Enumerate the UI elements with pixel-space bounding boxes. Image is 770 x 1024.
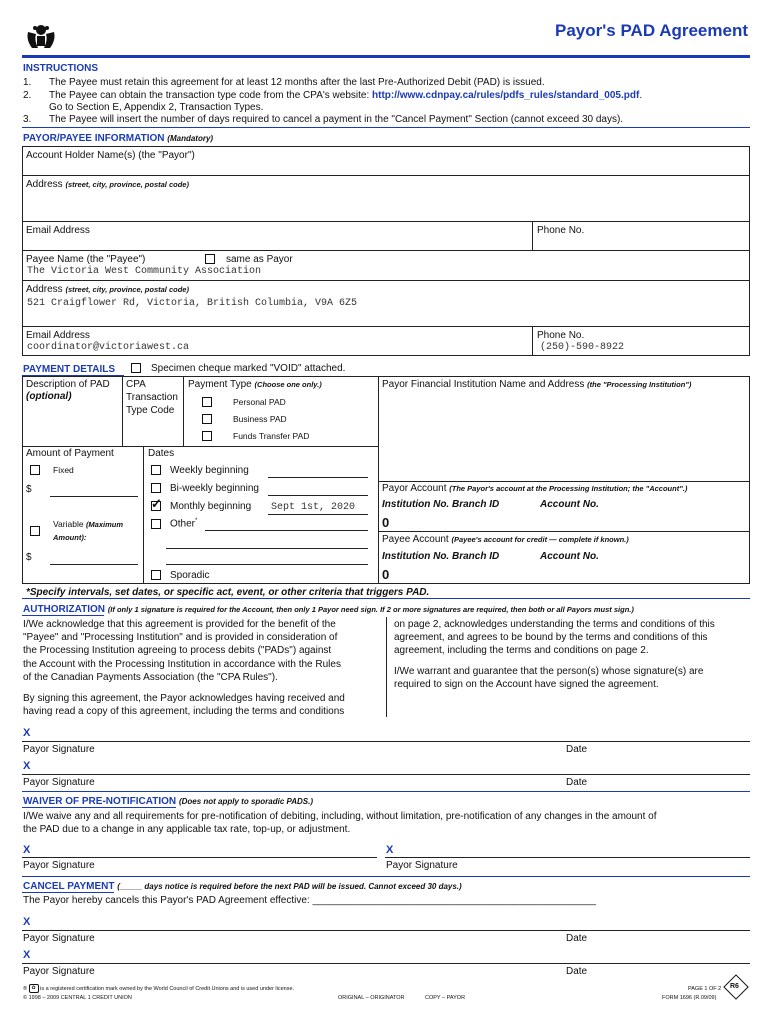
cpa-label-1: CPA [126,379,146,390]
auth-signature-line-2[interactable] [22,774,750,775]
copyright-note: © 1998 – 2009 CENTRAL 1 CREDIT UNION [23,995,132,1001]
payor-email-field[interactable] [22,236,530,249]
divider [183,376,184,446]
instruction-item-3: 3. The Payee will insert the number of days required to cancel a payment in the "Cancel Payment" Section (cannot exceed 30 days). [23,114,624,125]
trademark-note: ® ✿ is a registered certification mark owned by the World Council of Credit Unions and is used under license. [23,985,295,992]
divider [22,280,750,281]
dollar-sign-2: $ [26,552,32,563]
divider [22,221,750,222]
void-cheque-checkbox[interactable] [131,363,141,373]
monthly-checkbox[interactable] [151,501,161,511]
amount-label: Amount of Payment [26,448,114,459]
credit-union-mark-icon: ✿ [29,984,39,993]
biweekly-checkbox[interactable] [151,483,161,493]
payee-phone-value[interactable]: (250)-590-8922 [540,342,625,353]
payor-account-label: Payor Account (The Payor's account at the Processing Institution; the "Account".) [382,483,688,494]
fixed-amount-line[interactable] [50,496,138,497]
divider [386,617,387,717]
dollar-sign-1: $ [26,484,32,495]
auth-left-para-2: By signing this agreement, the Payor acknowledges having received and having read a copy of this agreement, including the terms and conditions [23,693,345,718]
payor-institution-no-label: Institution No. [382,499,450,510]
divider [122,376,123,446]
payor-info-heading: PAYOR/PAYEE INFORMATION (Mandatory) [23,133,214,144]
waiver-heading: WAIVER OF PRE-NOTIFICATION (Does not apply to sporadic PADS.) [23,796,314,807]
divider [22,175,750,176]
fixed-label: Fixed [53,465,74,475]
same-as-payor-label: same as Payor [226,254,293,265]
divider [22,598,750,599]
divider [22,250,750,251]
auth-x-mark-2: X [23,760,31,772]
weekly-date-line[interactable] [268,477,368,478]
auth-right-para-2: I/We warrant and guarantee that the person(s) whose signature(s) are required to sign on the Account have signed the agreement. [394,666,704,691]
cancel-heading: CANCEL PAYMENT (_____ days notice is required before the next PAD will be issued. Cannot exceed 30 days.) [23,881,462,892]
divider [22,807,176,808]
auth-date-label-2: Date [566,777,588,788]
variable-amount-line[interactable] [50,564,138,565]
cancel-signature-line-1[interactable] [22,930,750,931]
payee-institution-value[interactable]: 0 [382,567,390,582]
waiver-signature-line-2[interactable] [385,857,750,858]
instructions-heading: INSTRUCTIONS [23,63,98,74]
form-number: FORM 1696 (R.09/09) [662,995,717,1001]
waiver-payor-signature-label-1: Payor Signature [23,860,95,871]
divider [378,481,750,482]
divider [22,791,750,792]
business-pad-label: Business PAD [233,414,287,424]
header-rule [22,55,750,58]
divider [22,326,750,327]
cancel-date-label-2: Date [566,966,588,977]
other-line-1[interactable] [205,530,368,531]
cancel-text[interactable]: The Payor hereby cancels this Payor's PAD Agreement effective: ___________________________________________________ [23,895,597,906]
divider [22,615,104,616]
divider [143,446,144,584]
instructions-list [23,76,753,125]
waiver-x-mark-2: X [386,844,394,856]
dates-label: Dates [148,448,175,459]
payee-name-label: Payee Name (the "Payee") [26,254,146,265]
payment-details-heading: PAYMENT DETAILS [23,364,116,375]
divider [22,446,378,447]
fixed-checkbox[interactable] [30,465,40,475]
account-holder-label: Account Holder Name(s) (the "Payor") [26,150,195,161]
waiver-x-mark-1: X [23,844,31,856]
payee-institution-no-label: Institution No. [382,551,450,562]
variable-label: Variable (Maximum [53,519,124,529]
payor-phone-field[interactable] [534,236,748,249]
auth-x-mark-1: X [23,727,31,739]
divider [378,376,379,584]
cpa-link[interactable]: http://www.cdnpay.ca/rules/pdfs_rules/standard_005.pdf [372,90,640,101]
cancel-date-label-1: Date [566,933,588,944]
account-holder-field[interactable] [22,152,750,174]
variable-checkbox[interactable] [30,526,40,536]
payment-footnote: *Specify intervals, set dates, or specific act, event, or other criteria that triggers PAD. [26,587,430,598]
divider [22,876,750,877]
cancel-x-mark-1: X [23,916,31,928]
payee-email-label: Email Address [26,330,90,341]
payor-institution-value[interactable]: 0 [382,515,390,530]
divider [22,892,114,893]
weekly-label: Weekly beginning [170,465,249,476]
page-number: PAGE 1 OF 2 [688,986,722,992]
cpa-label-2: Transaction [126,392,178,403]
payor-account-fields[interactable] [382,510,748,530]
payor-address-label: Address (street, city, province, postal code) [26,179,189,190]
same-as-payor-checkbox[interactable] [205,254,215,264]
cancel-x-mark-2: X [23,949,31,961]
waiver-payor-signature-label-2: Payor Signature [386,860,458,871]
divider [22,127,750,128]
page-title: Payor's PAD Agreement [555,21,748,40]
other-label: Other* [170,518,198,530]
payor-branch-id-label: Branch ID [452,499,500,510]
divider [532,221,533,250]
payee-account-label: Payee Account (Payee's account for credit — complete if known.) [382,534,629,545]
personal-pad-label: Personal PAD [233,397,286,407]
weekly-checkbox[interactable] [151,465,161,475]
payee-address-label: Address (street, city, province, postal code) [26,284,189,295]
payee-branch-id-label: Branch ID [452,551,500,562]
auth-left-para-1: I/We acknowledge that this agreement is provided for the benefit of the "Payee" and "Processing Institution" and is provided in consideration of the Processing Institution agreeing to process debits ("PADs") against the Account with the Processing Institution in accordance with the Rules of the Canadian Payments Association (the "CPA Rules"). [23,619,341,683]
payor-phone-label: Phone No. [537,225,585,236]
sporadic-checkbox[interactable] [151,570,161,580]
biweekly-label: Bi-weekly beginning [170,483,259,494]
cancel-payor-signature-label-2: Payor Signature [23,966,95,977]
divider [532,326,533,356]
waiver-signature-line-1[interactable] [22,857,377,858]
cancel-signature-line-2[interactable] [22,963,750,964]
payee-email-value[interactable]: coordinator@victoriawest.ca [27,342,190,353]
auth-payor-signature-label-2: Payor Signature [23,777,95,788]
payor-address-field[interactable] [22,190,750,220]
cancel-payor-signature-label-1: Payor Signature [23,933,95,944]
divider [378,531,750,532]
credit-union-hands-icon [24,22,58,52]
monthly-label: Monthly beginning [170,501,252,512]
other-line-2[interactable] [166,548,368,549]
payor-info-box [22,146,750,356]
divider [268,514,368,515]
funds-transfer-checkbox[interactable] [202,431,212,441]
biweekly-date-line[interactable] [268,495,368,496]
payment-type-label: Payment Type (Choose one only.) [188,379,322,390]
variable-note: Amount): [53,533,87,542]
waiver-text: I/We waive any and all requirements for pre-notification of debiting, including, without limitation, pre-notification of any changes in the amount of the PAD due to a change in any applicable tax rate, top-up, or adjustment. [23,811,657,836]
monthly-date-value[interactable]: Sept 1st, 2020 [271,502,356,513]
description-label: Description of PAD [26,379,110,390]
other-checkbox[interactable] [151,519,161,529]
payee-account-no-label: Account No. [540,551,599,562]
instruction-item-2-line2: Go to Section E, Appendix 2, Transaction Types. [49,102,264,113]
sporadic-label: Sporadic [170,570,210,581]
copy-label: COPY – PAYOR [425,995,466,1001]
institution-label: Payor Financial Institution Name and Address (the "Processing Institution") [382,379,692,390]
payee-phone-label: Phone No. [537,330,585,341]
cpa-label-3: Type Code [126,405,175,416]
auth-signature-line-1[interactable] [22,741,750,742]
original-label: ORIGINAL – ORIGINATOR [338,995,405,1001]
payee-name-value[interactable]: The Victoria West Community Association [27,266,262,277]
instruction-item-1: 1. The Payee must retain this agreement for at least 12 months after the last Pre-Authorized Debit (PAD) is issued. [23,77,545,88]
description-note: (optional) [26,391,72,402]
business-pad-checkbox[interactable] [202,414,212,424]
credit-union-logo [24,22,58,52]
other-line-3[interactable] [166,564,368,565]
personal-pad-checkbox[interactable] [202,397,212,407]
instruction-item-2: 2. The Payee can obtain the transaction type code from the CPA's website: http://www.cdnpay.ca/rules/pdfs_rules/standard_005.pdf. [23,90,643,101]
payee-address-value[interactable]: 521 Craigflower Rd, Victoria, British Columbia, V9A 6Z5 [27,298,358,309]
authorization-heading: AUTHORIZATION (If only 1 signature is required for the Account, then only 1 Payor need sign. If 2 or more signatures are required, then both or all Payors must sign.) [23,604,634,615]
payor-account-no-label: Account No. [540,499,599,510]
payor-email-label: Email Address [26,225,90,236]
void-cheque-label: Specimen cheque marked "VOID" attached. [151,363,346,374]
auth-payor-signature-label-1: Payor Signature [23,744,95,755]
auth-date-label-1: Date [566,744,588,755]
revision-badge-label: R6 [730,983,739,990]
funds-transfer-label: Funds Transfer PAD [233,431,310,441]
auth-right-para-1: on page 2, acknowledges understanding the terms and conditions of this agreement, and agrees to be bound by the terms and conditions of this agreement, including the terms and conditions on page 2. [394,619,715,657]
